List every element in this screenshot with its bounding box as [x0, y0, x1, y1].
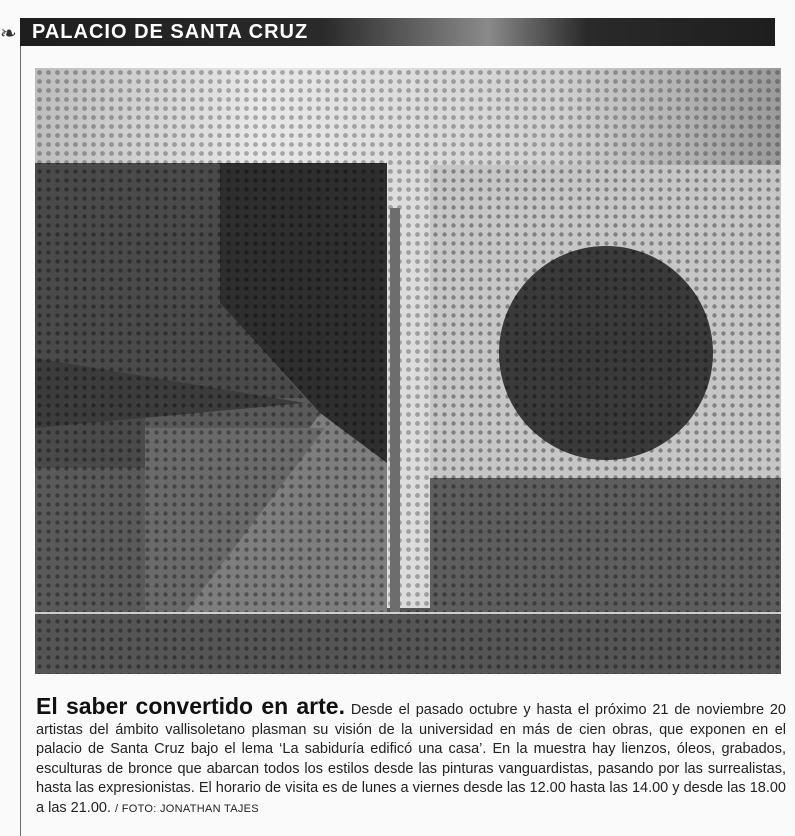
caption-title: El saber convertido en arte. [36, 693, 345, 719]
section-title: PALACIO DE SANTA CRUZ [32, 21, 309, 43]
photo-credit: / FOTO: JONATHAN TAJES [115, 802, 259, 815]
photo-caption [36, 693, 786, 819]
page-corner-icon: ❧ [0, 21, 17, 45]
column-rule [20, 40, 21, 836]
news-photo [35, 68, 781, 674]
artwork-photo-icon [35, 68, 781, 674]
section-header [20, 18, 775, 46]
caption-body: Desde el pasado octubre y hasta el próximo 21 de noviembre 20 artistas del ámbito vallisoletano plasman su visión de la universidad en más de cien obras, que exponen en el palacio de Santa Cruz bajo el lema ‘La sabiduría edificó una casa’. En la muestra hay lienzos, óleos, grabados, esculturas de bronce que abarcan todos los estilos desde las pinturas vanguardistas, pasando por las surrealistas, hasta las expresionistas. El horario de visita es de lunes a viernes desde las 12.00 hasta las 14.00 y desde las 18.00 a las 21.00. [36, 702, 786, 816]
